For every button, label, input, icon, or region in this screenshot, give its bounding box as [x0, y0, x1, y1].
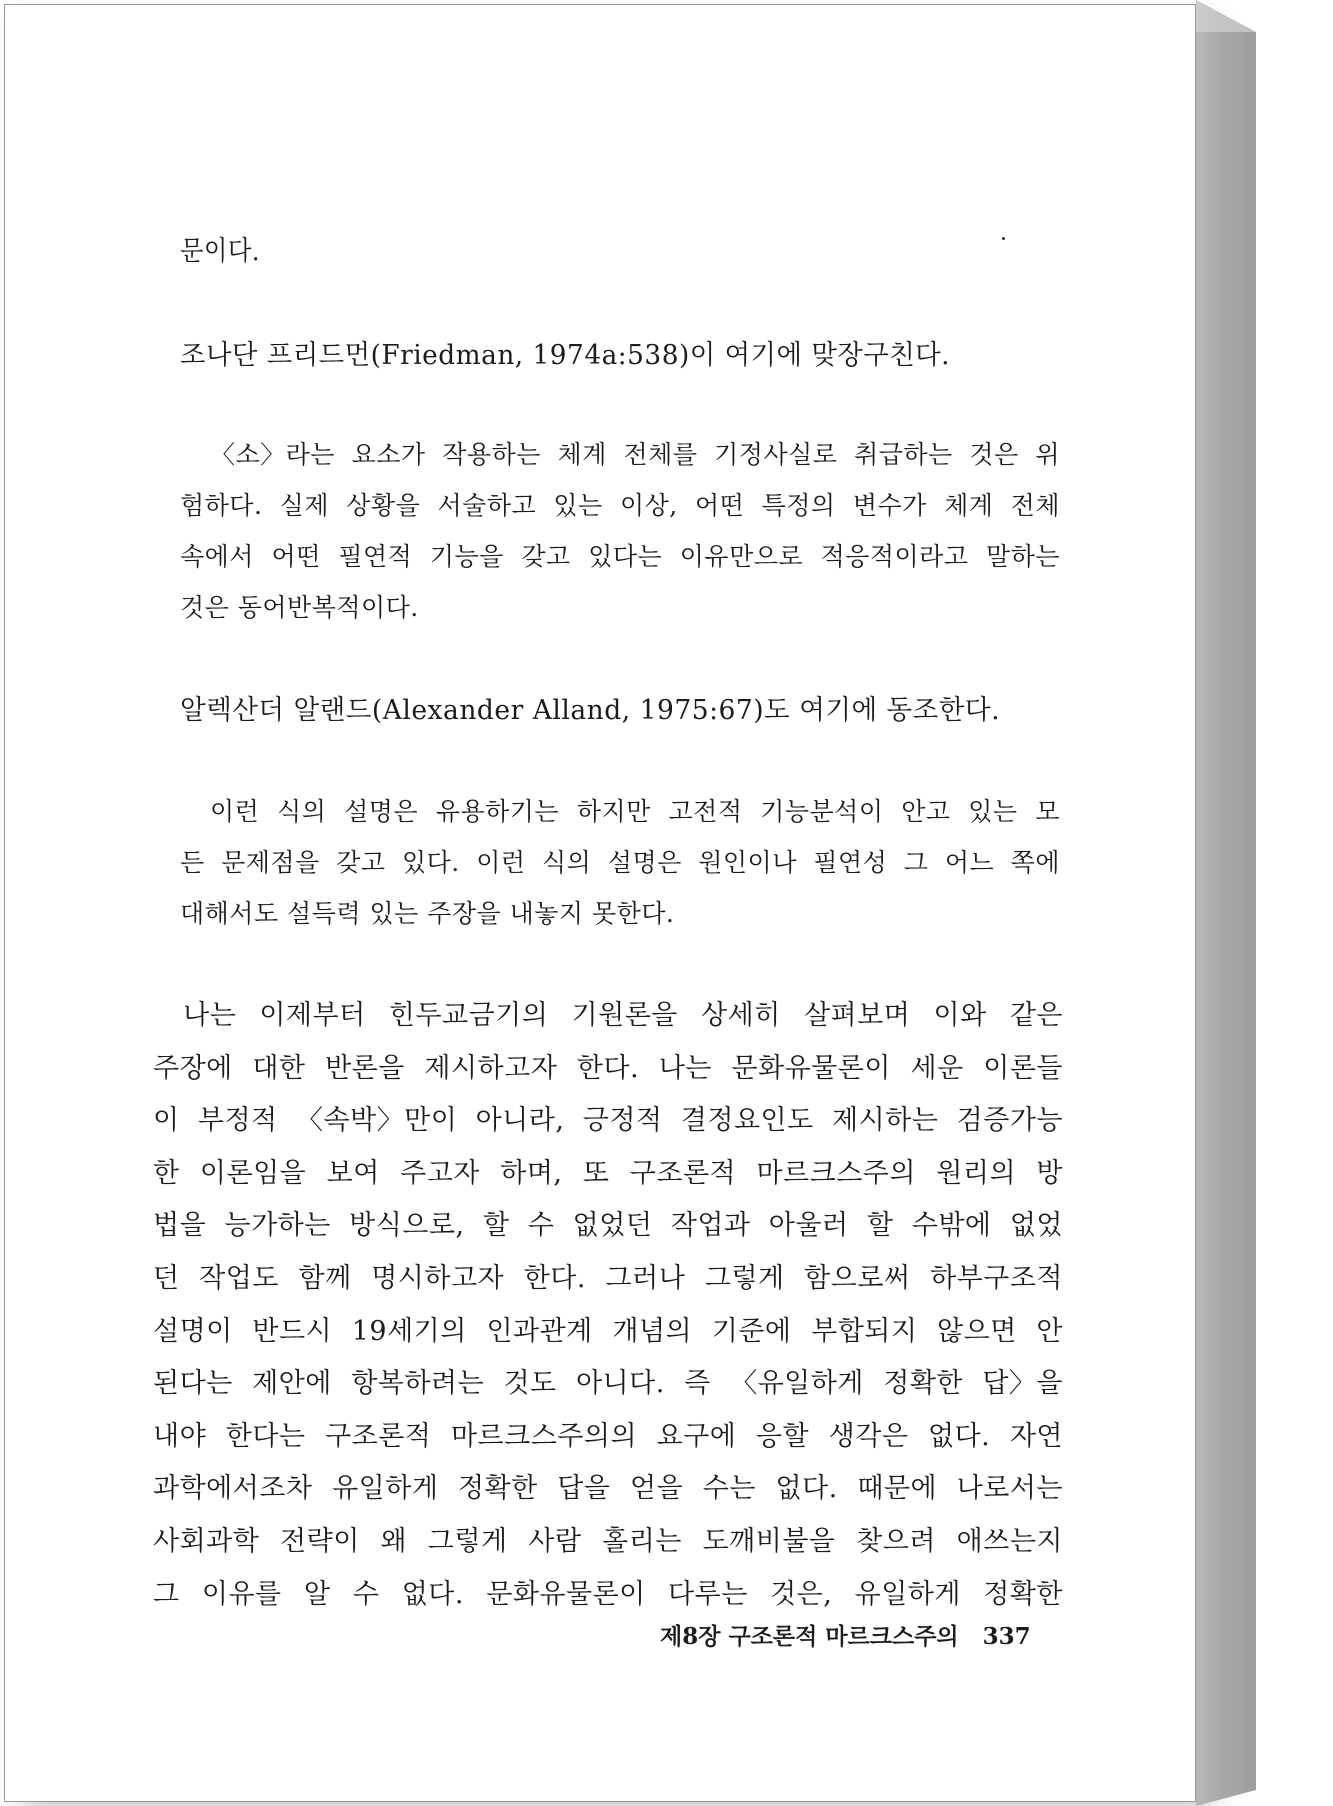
quote-line: 이런 식의 설명은 유용하기는 하지만 고전적 기능분석이 안고 있는 모 [210, 797, 1060, 826]
body-text-line: 주장에 대한 반론을 제시하고자 한다. 나는 문화유물론이 세운 이론들 [153, 1052, 1063, 1084]
body-text-line: 된다는 제안에 항복하려는 것도 아니다. 즉 〈유일하게 정확한 답〉을 [153, 1368, 1063, 1400]
quote-line: 것은 동어반복적이다. [180, 593, 419, 622]
body-text-line: 사회과학 전략이 왜 그렇게 사람 홀리는 도깨비불을 찾으려 애쓰는지 [153, 1526, 1063, 1557]
body-text-line: 이 부정적 〈속박〉만이 아니라, 긍정적 결정요인도 제시하는 검증가능 [153, 1105, 1063, 1137]
body-text-line: 설명이 반드시 19세기의 인과관계 개념의 기준에 부합되지 않으면 안 [153, 1315, 1063, 1347]
quote-line: 속에서 어떤 필연적 기능을 갖고 있다는 이유만으로 적응적이라고 말하는 [180, 542, 1060, 571]
quote-line: 든 문제점을 갖고 있다. 이런 식의 설명은 원인이나 필연성 그 어느 쪽에 [180, 848, 1060, 877]
body-text-line: 던 작업도 함께 명시하고자 한다. 그러나 그렇게 함으로써 하부구조적 [153, 1263, 1063, 1294]
body-text-line: 나는 이제부터 힌두교금기의 기원론을 상세히 살펴보며 이와 같은 [183, 1000, 1063, 1031]
footer-chapter-title: 제8장 구조론적 마르크스주의 [660, 1623, 959, 1650]
body-text-line: 내야 한다는 구조론적 마르크스주의의 요구에 응할 생각은 없다. 자연 [153, 1420, 1063, 1452]
body-text-line: 과학에서조차 유일하게 정확한 답을 얻을 수는 없다. 때문에 나로서는 [153, 1473, 1063, 1505]
page-footer [660, 1618, 1031, 1651]
book-page [4, 4, 1196, 1802]
book-edge-top [1196, 0, 1256, 34]
body-text-line: 법을 능가하는 방식으로, 할 수 없었던 작업과 아울러 할 수밖에 없었 [153, 1210, 1063, 1242]
quote-line: 험하다. 실제 상황을 서술하고 있는 이상, 어떤 특정의 변수가 체계 전체 [180, 491, 1060, 520]
quote-line: 대해서도 설득력 있는 주장을 내놓지 못한다. [180, 899, 675, 928]
page-number: 337 [982, 1623, 1031, 1650]
quote-line: 〈소〉라는 요소가 작용하는 체계 전체를 기정사실로 취급하는 것은 위 [210, 440, 1060, 469]
body-text-line: 한 이론임을 보여 주고자 하며, 또 구조론적 마르크스주의 원리의 방 [153, 1157, 1063, 1189]
scan-speck [1002, 237, 1005, 240]
body-text-line: 조나단 프리드먼(Friedman, 1974a:538)이 여기에 맞장구친다. [180, 340, 950, 371]
body-text-line: 알렉산더 알랜드(Alexander Alland, 1975:67)도 여기에 동조한다. [180, 695, 1000, 726]
book-edge [1196, 0, 1256, 1806]
body-text-line: 문이다. [180, 236, 260, 267]
body-text-line: 그 이유를 알 수 없다. 문화유물론이 다루는 것은, 유일하게 정확한 [153, 1578, 1063, 1610]
